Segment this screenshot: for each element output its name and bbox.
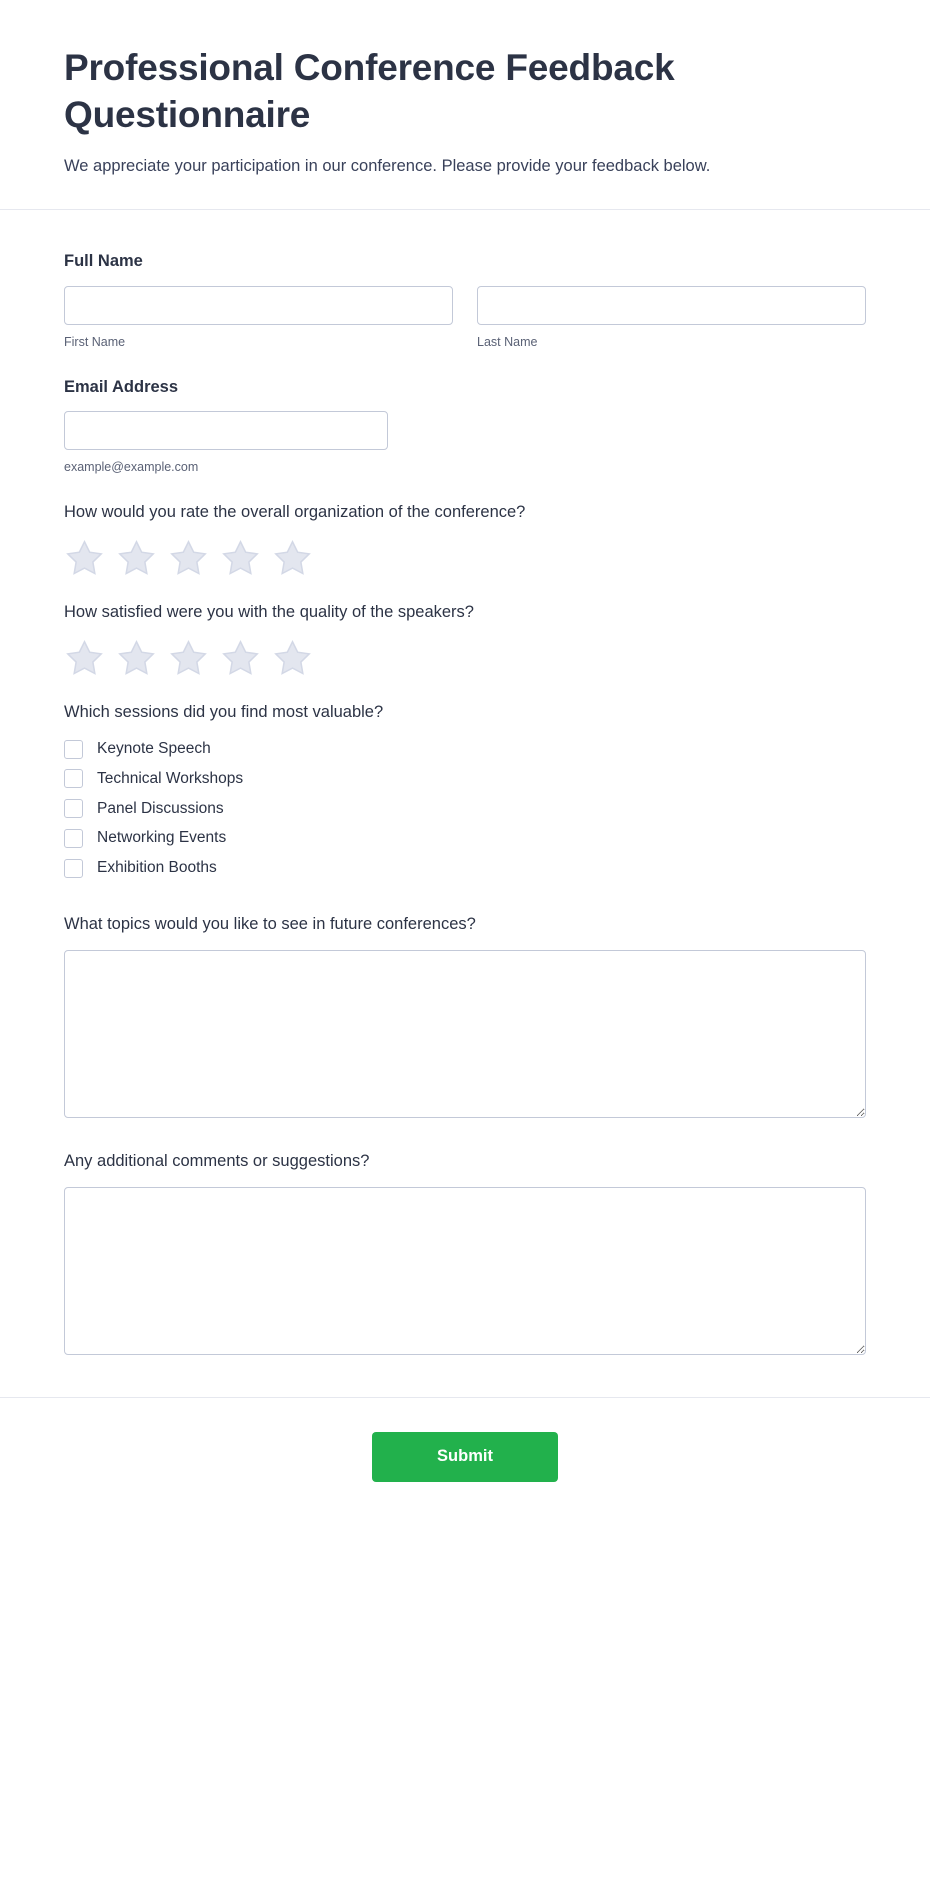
first-name-column <box>64 286 453 350</box>
rating-organization-question: How would you rate the overall organization of the conference? <box>64 503 526 522</box>
sessions-question: Which sessions did you find most valuable? <box>64 703 384 722</box>
full-name-label: Full Name <box>64 252 143 271</box>
page-title: Professional Conference Feedback Questionnaire <box>64 47 675 136</box>
rating-speakers-question: How satisfied were you with the quality of the speakers? <box>64 603 474 622</box>
star-icon[interactable] <box>116 538 157 579</box>
checkbox-label: Technical Workshops <box>97 770 244 788</box>
checkbox-label: Exhibition Booths <box>97 859 217 877</box>
rating-organization-stars[interactable] <box>64 538 866 579</box>
additional-comments-question: Any additional comments or suggestions? <box>64 1151 370 1170</box>
checkbox-label: Keynote Speech <box>97 740 211 758</box>
checkbox-icon[interactable] <box>64 740 83 759</box>
email-label: Email Address <box>64 377 179 396</box>
rating-organization-group <box>64 501 866 579</box>
additional-comments-group <box>64 1150 866 1355</box>
sessions-checkbox-list <box>64 738 866 878</box>
rating-speakers-stars[interactable] <box>64 638 866 679</box>
name-row <box>64 286 866 350</box>
future-topics-question: What topics would you like to see in future conferences? <box>64 914 476 933</box>
submit-button[interactable]: Submit <box>372 1432 558 1482</box>
form-body <box>0 210 930 1397</box>
checkbox-row-keynote-speech[interactable] <box>64 738 866 760</box>
email-field-group <box>64 376 866 475</box>
last-name-input[interactable] <box>477 286 866 325</box>
checkbox-icon[interactable] <box>64 799 83 818</box>
last-name-sublabel: Last Name <box>477 334 538 349</box>
checkbox-row-panel-discussions[interactable] <box>64 798 866 820</box>
full-name-field-group <box>64 250 866 349</box>
star-icon[interactable] <box>168 538 209 579</box>
checkbox-icon[interactable] <box>64 829 83 848</box>
checkbox-row-technical-workshops[interactable] <box>64 768 866 790</box>
rating-speakers-group <box>64 601 866 679</box>
checkbox-icon[interactable] <box>64 769 83 788</box>
star-icon[interactable] <box>64 538 105 579</box>
star-icon[interactable] <box>168 638 209 679</box>
star-icon[interactable] <box>272 538 313 579</box>
email-input[interactable] <box>64 411 388 450</box>
first-name-sublabel: First Name <box>64 334 126 349</box>
email-sublabel: example@example.com <box>64 459 199 474</box>
checkbox-label: Panel Discussions <box>97 799 224 817</box>
checkbox-label: Networking Events <box>97 829 227 847</box>
last-name-column <box>477 286 866 350</box>
first-name-input[interactable] <box>64 286 453 325</box>
checkbox-row-exhibition-booths[interactable] <box>64 857 866 879</box>
additional-comments-textarea[interactable] <box>64 1187 866 1355</box>
star-icon[interactable] <box>220 638 261 679</box>
form-subtitle: We appreciate your participation in our conference. Please provide your feedback below. <box>64 156 711 175</box>
checkbox-icon[interactable] <box>64 859 83 878</box>
checkbox-row-networking-events[interactable] <box>64 827 866 849</box>
star-icon[interactable] <box>64 638 105 679</box>
star-icon[interactable] <box>116 638 157 679</box>
star-icon[interactable] <box>272 638 313 679</box>
form-footer <box>0 1397 930 1528</box>
future-topics-group <box>64 913 866 1118</box>
form-header <box>0 0 930 210</box>
future-topics-textarea[interactable] <box>64 950 866 1118</box>
star-icon[interactable] <box>220 538 261 579</box>
email-input-wrap <box>64 411 388 475</box>
sessions-group <box>64 701 866 879</box>
